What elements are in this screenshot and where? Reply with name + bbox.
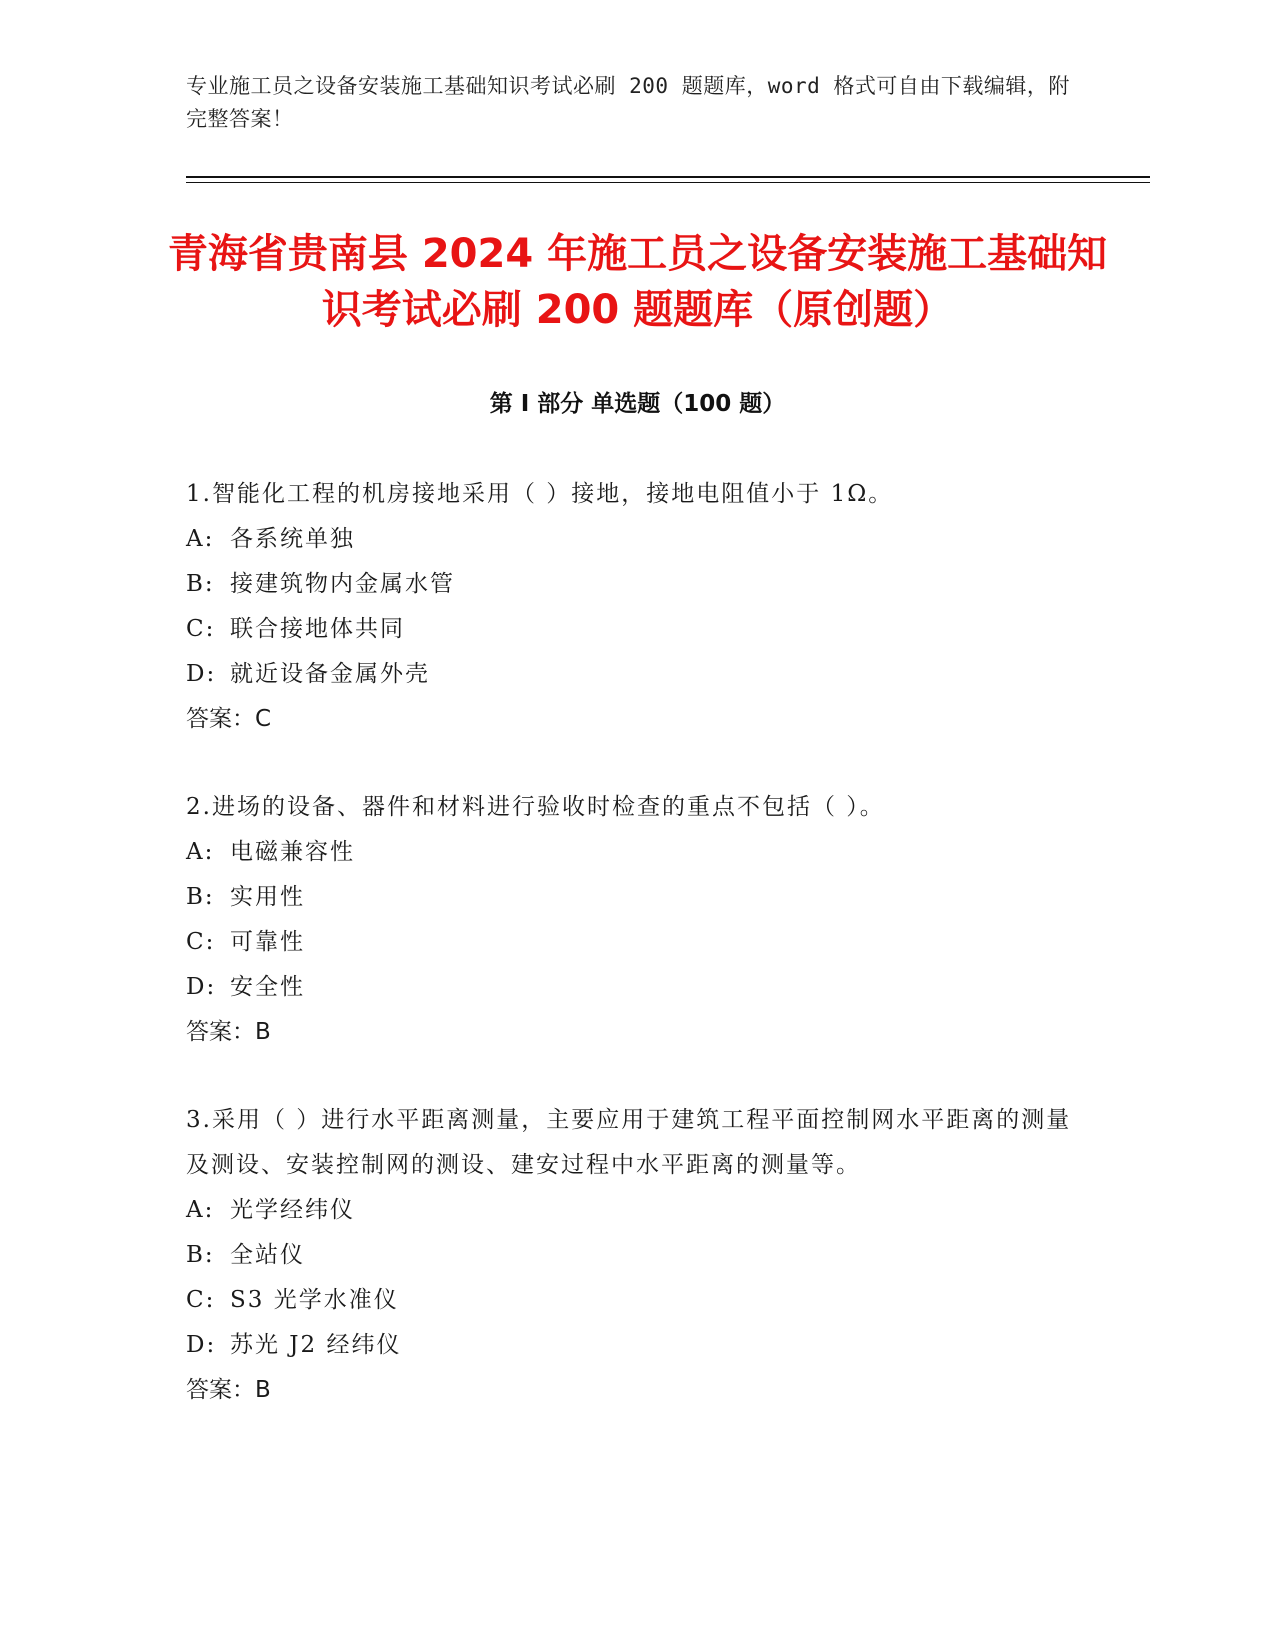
header-divider-thin (186, 182, 1150, 183)
option-key: A: (186, 1197, 215, 1223)
option-d (186, 965, 1086, 1010)
option-text: 全站仪 (230, 1242, 305, 1268)
option-text: S3 光学水准仪 (230, 1287, 399, 1313)
option-key: C: (186, 616, 216, 642)
option-key: D: (186, 661, 217, 687)
option-a (186, 517, 1086, 562)
option-text: 联合接地体共同 (230, 616, 405, 642)
header-divider-thick (186, 176, 1150, 178)
answer-line: 答案：C (186, 706, 272, 732)
option-text: 电磁兼容性 (230, 839, 355, 865)
option-a (186, 830, 1086, 875)
option-d (186, 652, 1086, 697)
option-key: B: (186, 1242, 215, 1268)
option-text: 光学经纬仪 (230, 1197, 355, 1223)
option-key: C: (186, 1287, 216, 1313)
option-key: A: (186, 839, 215, 865)
question-stem: 1.智能化工程的机房接地采用（ ）接地，接地电阻值小于 1Ω。 (186, 481, 894, 507)
option-key: A: (186, 526, 215, 552)
option-key: C: (186, 929, 216, 955)
question-stem: 3.采用（ ）进行水平距离测量，主要应用于建筑工程平面控制网水平距离的测量及测设、安装控制网的测设、建安过程中水平距离的测量等。 (186, 1107, 1072, 1178)
option-b (186, 875, 1086, 920)
option-key: B: (186, 571, 215, 597)
option-text: 苏光 J2 经纬仪 (230, 1332, 402, 1358)
option-a (186, 1188, 1086, 1233)
question-2 (186, 785, 1086, 1055)
option-key: D: (186, 974, 217, 1000)
question-1 (186, 472, 1086, 742)
document-title: 青海省贵南县 2024 年施工员之设备安装施工基础知识考试必刷 200 题题库（原创题） (167, 231, 1108, 333)
option-b (186, 1233, 1086, 1278)
section-title: 第 I 部分 单选题（100 题） (489, 391, 786, 417)
option-key: B: (186, 884, 215, 910)
option-c (186, 607, 1086, 652)
option-b (186, 562, 1086, 607)
option-text: 接建筑物内金属水管 (230, 571, 455, 597)
option-text: 各系统单独 (230, 526, 355, 552)
answer-line: 答案：B (186, 1019, 271, 1045)
option-d (186, 1323, 1086, 1368)
option-c (186, 1278, 1086, 1323)
option-text: 就近设备金属外壳 (230, 661, 430, 687)
question-list (186, 472, 1086, 1456)
header-note: 专业施工员之设备安装施工基础知识考试必刷 200 题题库，word 格式可自由下载编辑，附完整答案！ (186, 74, 1070, 131)
option-text: 安全性 (230, 974, 305, 1000)
option-key: D: (186, 1332, 217, 1358)
question-stem: 2.进场的设备、器件和材料进行验收时检查的重点不包括（ ）。 (186, 794, 885, 820)
question-3 (186, 1098, 1086, 1413)
answer-line: 答案：B (186, 1377, 271, 1403)
option-c (186, 920, 1086, 965)
option-text: 实用性 (230, 884, 305, 910)
option-text: 可靠性 (230, 929, 305, 955)
